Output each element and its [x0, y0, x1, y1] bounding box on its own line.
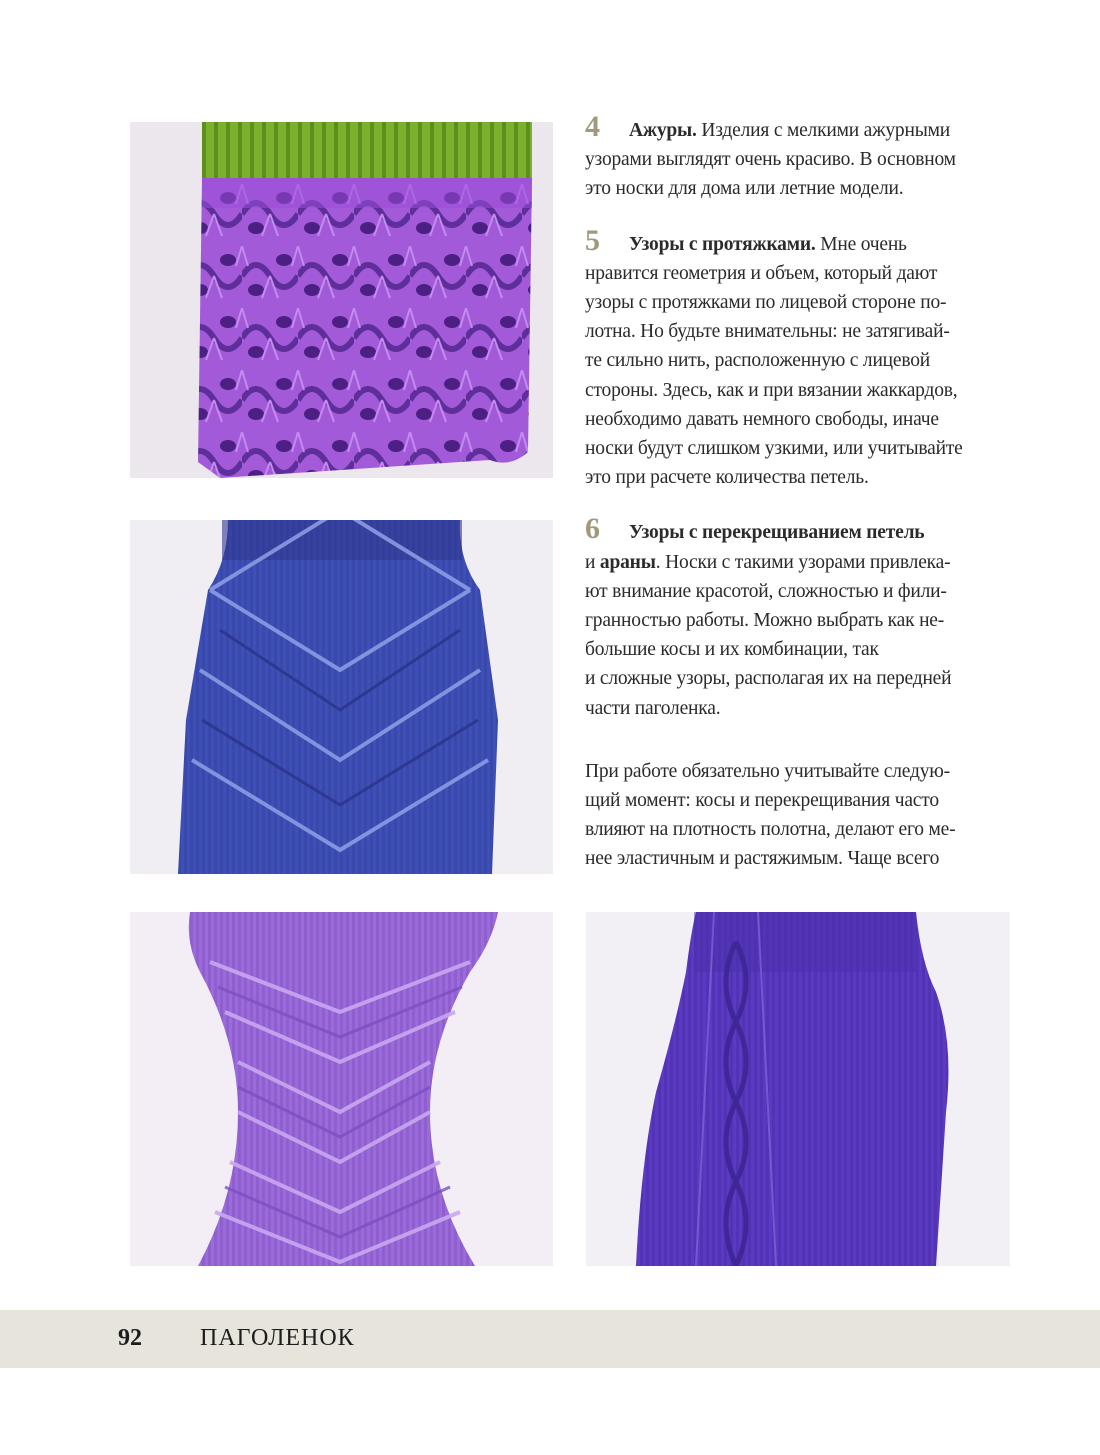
body-text: Изделия с мелкими ажурными [696, 120, 950, 141]
body-line: необходимо давать немного свободы, иначе [585, 408, 939, 430]
section-4 [585, 112, 1015, 204]
section-5-first-line [585, 223, 1015, 259]
section-heading: Ажуры. [629, 120, 697, 141]
section-5 [585, 223, 1015, 493]
text-column [585, 112, 1015, 896]
section-heading-cont: араны [599, 551, 656, 573]
body-text: и [585, 551, 600, 573]
cable-sock-photo [586, 912, 1010, 1266]
body-line: те сильно нить, расположенную с лицевой [585, 350, 931, 372]
body-line: влияют на плотность полотна, делают его ме- [585, 819, 956, 841]
body-line: и сложные узоры, располагая их на передней [585, 668, 952, 690]
body-line: это при расчете количества петель. [585, 467, 869, 489]
body-line: щий момент: косы и перекрещивания часто [585, 790, 939, 812]
body-text: . Носки с такими узорами привлека- [655, 551, 951, 573]
chevron-sock-photo [130, 912, 553, 1266]
body-line: лотна. Но будьте внимательны: не затягивай- [585, 321, 950, 343]
section-heading: Узоры с перекрещиванием петель [629, 522, 925, 544]
body-line: гранностью работы. Можно выбрать как не- [585, 610, 945, 632]
section-6-second-line [585, 548, 1015, 577]
body-line: части паголенка. [585, 697, 721, 719]
body-line: При работе обязательно учитывайте следую- [585, 760, 950, 782]
footer-band [0, 1310, 1100, 1368]
section-number: 6 [585, 512, 600, 546]
body-line: узоры с протяжками по лицевой стороне по- [585, 292, 947, 314]
closing-paragraph [585, 757, 1015, 874]
lace-sock-photo [130, 122, 553, 478]
section-6 [585, 514, 1015, 722]
body-line: стороны. Здесь, как и при вязании жаккардов, [585, 379, 958, 401]
body-text: Мне очень [815, 233, 907, 255]
body-line: большие косы и их комбинации, так [585, 639, 879, 661]
body-line: носки будут слишком узкими, или учитывайте [585, 438, 963, 460]
section-number: 5 [585, 223, 600, 257]
body-line: узорами выглядят очень красиво. В основном [585, 149, 956, 171]
page-number: 92 [118, 1325, 142, 1351]
body-line: нее эластичным и растяжимым. Чаще всего [585, 848, 940, 870]
body-line: нравится геометрия и объем, который дают [585, 262, 938, 284]
body-line: это носки для дома или летние модели. [585, 178, 904, 200]
slip-stitch-sock-photo [130, 520, 553, 874]
body-line: ют внимание красотой, сложностью и фили- [585, 580, 947, 602]
chapter-title: ПАГОЛЕНОК [200, 1325, 355, 1351]
section-number: 4 [585, 110, 600, 143]
section-4-first-line [585, 112, 1015, 145]
section-heading: Узоры с протяжками. [629, 233, 816, 255]
section-6-first-line [585, 514, 1015, 547]
